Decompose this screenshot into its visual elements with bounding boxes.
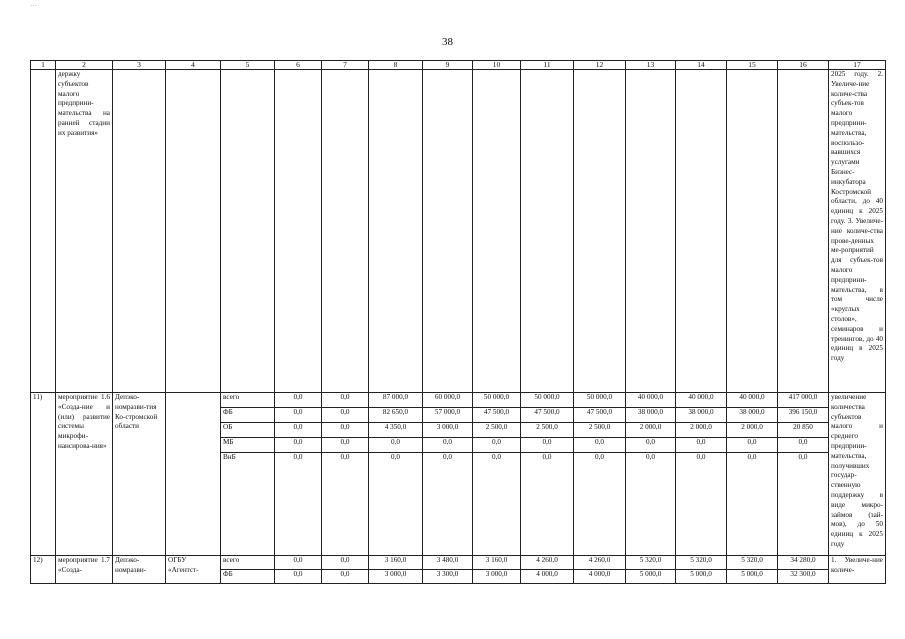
amount-cell: 396 150,0 bbox=[778, 408, 829, 423]
header-col-1: 1 bbox=[31, 61, 56, 70]
header-col-17: 17 bbox=[829, 61, 886, 70]
row12-num: 12) bbox=[31, 556, 56, 584]
amount-cell: 47 500,0 bbox=[473, 408, 521, 423]
row12-col3: Депэко-номразви- bbox=[113, 556, 166, 584]
amount-cell: 0,0 bbox=[322, 438, 369, 453]
page-number: 38 bbox=[442, 36, 453, 48]
amount-cell: 3 000,0 bbox=[423, 423, 473, 438]
amount-cell: 4 350,0 bbox=[369, 423, 423, 438]
cont-col2-text: держку субъектов малого предприни-мательства на ранней стадии их развития» bbox=[56, 70, 113, 393]
header-col-3: 3 bbox=[113, 61, 166, 70]
amount-cell: 5 000,0 bbox=[626, 570, 676, 584]
header-col-16: 16 bbox=[778, 61, 829, 70]
amount-cell: 38 000,0 bbox=[727, 408, 778, 423]
funding-source: ФБ bbox=[221, 408, 275, 423]
amount-cell: 0,0 bbox=[626, 438, 676, 453]
amount-cell: 0,0 bbox=[322, 393, 369, 408]
header-col-6: 6 bbox=[275, 61, 322, 70]
amount-cell: 0,0 bbox=[322, 423, 369, 438]
header-col-13: 13 bbox=[626, 61, 676, 70]
amount-cell: 50 000,0 bbox=[574, 393, 626, 408]
header-col-12: 12 bbox=[574, 61, 626, 70]
amount-cell: 38 000,0 bbox=[676, 408, 727, 423]
amount-cell: 0,0 bbox=[322, 453, 369, 556]
amount-cell: 5 320,0 bbox=[676, 556, 727, 570]
continuation-row bbox=[31, 70, 886, 393]
amount-cell: 34 280,0 bbox=[778, 556, 829, 570]
amount-cell: 50 000,0 bbox=[473, 393, 521, 408]
amount-cell: 3 160,0 bbox=[473, 556, 521, 570]
amount-cell: 0,0 bbox=[423, 438, 473, 453]
amount-cell: 3 160,0 bbox=[369, 556, 423, 570]
amount-cell: 0,0 bbox=[676, 438, 727, 453]
corner-mark: … bbox=[30, 0, 37, 8]
cont-col3 bbox=[113, 70, 166, 393]
header-col-8: 8 bbox=[369, 61, 423, 70]
row12-result: 1. Увеличе-ние количе- bbox=[829, 556, 886, 584]
amount-cell: 0,0 bbox=[423, 453, 473, 556]
amount-cell: 3 000,0 bbox=[369, 570, 423, 584]
amount-cell: 0,0 bbox=[369, 438, 423, 453]
row12-col2: мероприятие 1.7 «Созда- bbox=[56, 556, 113, 584]
header-col-15: 15 bbox=[727, 61, 778, 70]
row11-result: увеличение количества субъектов малого и среднего предприни-мательства, получивших государ-ственную поддержку в виде микро-займов (зай-мов), до 50 единиц к 2025 году bbox=[829, 393, 886, 556]
amount-cell: 0,0 bbox=[727, 438, 778, 453]
amount-cell: 0,0 bbox=[574, 453, 626, 556]
amount-cell: 38 000,0 bbox=[626, 408, 676, 423]
budget-table bbox=[30, 60, 886, 584]
cont-col1 bbox=[31, 70, 56, 393]
amount-cell: 0,0 bbox=[322, 570, 369, 584]
amount-cell: 47 500,0 bbox=[574, 408, 626, 423]
amount-cell: 2 000,0 bbox=[676, 423, 727, 438]
header-col-10: 10 bbox=[473, 61, 521, 70]
funding-source: всего bbox=[221, 393, 275, 408]
amount-cell: 2 500,0 bbox=[473, 423, 521, 438]
amount-cell: 32 300,0 bbox=[778, 570, 829, 584]
amount-cell: 0,0 bbox=[275, 393, 322, 408]
row11-line bbox=[31, 393, 886, 408]
amount-cell: 50 000,0 bbox=[521, 393, 574, 408]
row11-col3: Депэко-номразви-тия Ко-стромской области bbox=[113, 393, 166, 556]
amount-cell: 2 500,0 bbox=[574, 423, 626, 438]
funding-source: ФБ bbox=[221, 570, 275, 584]
amount-cell: 0,0 bbox=[727, 453, 778, 556]
amount-cell: 3 480,0 bbox=[423, 556, 473, 570]
amount-cell: 0,0 bbox=[473, 453, 521, 556]
amount-cell: 5 320,0 bbox=[727, 556, 778, 570]
funding-source: ОБ bbox=[221, 423, 275, 438]
amount-cell: 4 260,0 bbox=[521, 556, 574, 570]
header-row bbox=[31, 61, 886, 70]
row11-col2: мероприятие 1.6 «Созда-ние и (или) развитие системы микрофи-нансирова-ния» bbox=[56, 393, 113, 556]
amount-cell: 0,0 bbox=[626, 453, 676, 556]
amount-cell: 60 000,0 bbox=[423, 393, 473, 408]
amount-cell: 0,0 bbox=[275, 556, 322, 570]
amount-cell: 82 650,0 bbox=[369, 408, 423, 423]
amount-cell: 0,0 bbox=[574, 438, 626, 453]
amount-cell: 2 500,0 bbox=[521, 423, 574, 438]
header-col-2: 2 bbox=[56, 61, 113, 70]
amount-cell: 4 000,0 bbox=[574, 570, 626, 584]
amount-cell: 20 850 bbox=[778, 423, 829, 438]
amount-cell: 0,0 bbox=[275, 570, 322, 584]
amount-cell: 3 000,0 bbox=[473, 570, 521, 584]
funding-source: всего bbox=[221, 556, 275, 570]
amount-cell: 0,0 bbox=[521, 453, 574, 556]
amount-cell: 2 000,0 bbox=[626, 423, 676, 438]
amount-cell: 0,0 bbox=[275, 408, 322, 423]
amount-cell: 0,0 bbox=[322, 556, 369, 570]
amount-cell: 4 000,0 bbox=[521, 570, 574, 584]
amount-cell: 5 000,0 bbox=[727, 570, 778, 584]
header-col-7: 7 bbox=[322, 61, 369, 70]
amount-cell: 0,0 bbox=[778, 453, 829, 556]
amount-cell: 87 000,0 bbox=[369, 393, 423, 408]
amount-cell: 5 320,0 bbox=[626, 556, 676, 570]
amount-cell: 0,0 bbox=[676, 453, 727, 556]
amount-cell: 40 000,0 bbox=[626, 393, 676, 408]
amount-cell: 0,0 bbox=[275, 453, 322, 556]
amount-cell: 5 000,0 bbox=[676, 570, 727, 584]
amount-cell: 0,0 bbox=[369, 453, 423, 556]
cont-col5 bbox=[221, 70, 275, 393]
header-col-5: 5 bbox=[221, 61, 275, 70]
amount-cell: 0,0 bbox=[473, 438, 521, 453]
header-col-11: 11 bbox=[521, 61, 574, 70]
amount-cell: 40 000,0 bbox=[727, 393, 778, 408]
amount-cell: 0,0 bbox=[322, 408, 369, 423]
cont-col17-text: 2025 году. 2. Увеличе-ние количе-ства субъек-тов малого предприни-мательства, воспользо-вавшихся услугами Бизнес-инкубатора Костромской области, до 40 единиц к 2025 году. 3. Увеличе-ние количе-ства прове-денных ме-роприятий для субъек-тов малого предприни-мательства, в том числе «круглых столов», семинаров и тренингов, до 40 единиц в 2025 году bbox=[829, 70, 886, 393]
header-col-9: 9 bbox=[423, 61, 473, 70]
row11-col4 bbox=[166, 393, 221, 556]
amount-cell: 0,0 bbox=[778, 438, 829, 453]
amount-cell: 0,0 bbox=[275, 438, 322, 453]
amount-cell: 57 000,0 bbox=[423, 408, 473, 423]
amount-cell: 2 000,0 bbox=[727, 423, 778, 438]
funding-source: МБ bbox=[221, 438, 275, 453]
row12-line bbox=[31, 556, 886, 570]
amount-cell: 3 300,0 bbox=[423, 570, 473, 584]
amount-cell: 47 500,0 bbox=[521, 408, 574, 423]
amount-cell: 4 260,0 bbox=[574, 556, 626, 570]
header-col-14: 14 bbox=[676, 61, 727, 70]
header-col-4: 4 bbox=[166, 61, 221, 70]
amount-cell: 417 000,0 bbox=[778, 393, 829, 408]
amount-cell: 0,0 bbox=[275, 423, 322, 438]
row11-num: 11) bbox=[31, 393, 56, 556]
funding-source: ВнБ bbox=[221, 453, 275, 556]
row12-col4: ОГБУ «Агентст- bbox=[166, 556, 221, 584]
cont-col4 bbox=[166, 70, 221, 393]
amount-cell: 0,0 bbox=[521, 438, 574, 453]
amount-cell: 40 000,0 bbox=[676, 393, 727, 408]
